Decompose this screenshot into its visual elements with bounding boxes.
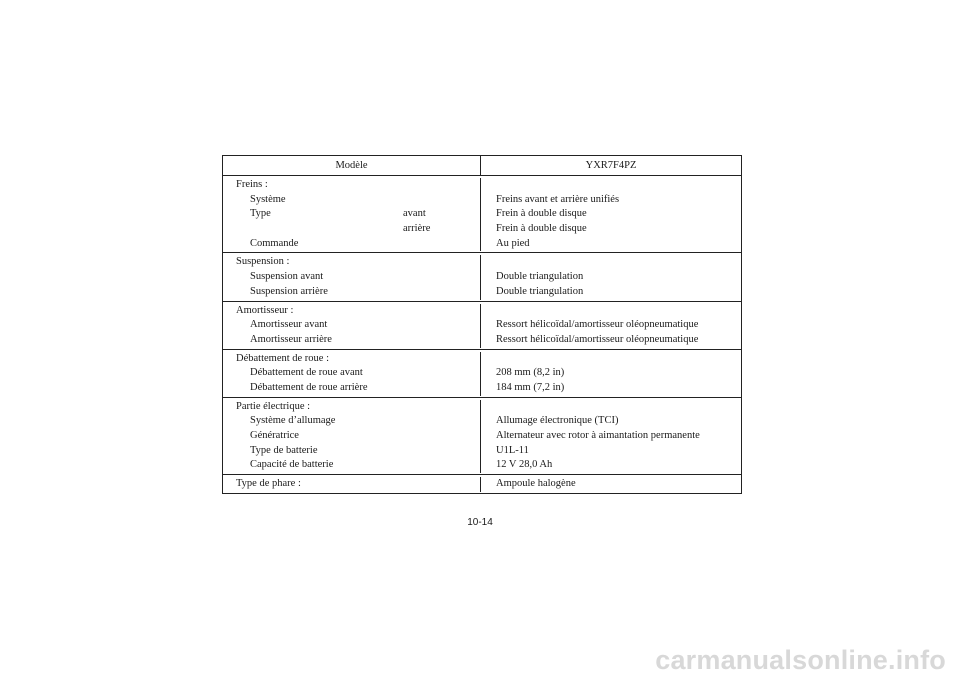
label-cell [223,381,481,396]
table-row [223,222,741,237]
label-cell [223,222,481,237]
section-title: Partie électrique : [236,400,311,412]
section-title-row [223,477,741,492]
row-value: Ressort hélicoïdal/amortisseur oléopneumatique [496,319,699,331]
label-cell [223,458,481,473]
section-title-value [481,178,741,193]
row-value: Au pied [496,237,530,249]
row-label: Amortisseur arrière [250,333,332,345]
label-cell [223,270,481,285]
label-cell [223,318,481,333]
table-section [223,350,741,398]
row-label: Système [250,193,286,205]
section-title-row [223,178,741,193]
table-row [223,444,741,459]
row-label: Débattement de roue avant [250,367,363,379]
section-title: Suspension : [236,256,290,268]
row-value: Freins avant et arrière unifiés [496,193,620,205]
label-cell [223,477,481,492]
row-label: Système d’allumage [250,415,336,427]
row-value: Ressort hélicoïdal/amortisseur oléopneumatique [496,333,699,345]
row-value: Double triangulation [496,285,584,297]
row-label: Suspension avant [250,271,324,283]
row-label: Type de batterie [250,444,318,456]
table-row [223,237,741,252]
row-sublabel: arrière [403,223,431,235]
section-title-value [481,352,741,367]
row-value: 12 V 28,0 Ah [496,459,553,471]
row-value: Alternateur avec rotor à aimantation permanente [496,430,700,441]
table-row [223,207,741,222]
table-section [223,253,741,301]
row-label: Suspension arrière [250,285,328,297]
table-row [223,333,741,348]
section-title-row [223,400,741,415]
row-sublabel: avant [403,208,426,220]
label-cell [223,429,481,444]
label-cell [223,444,481,459]
page-number: 10-14 [467,517,493,528]
table-row [223,366,741,381]
row-value: Double triangulation [496,271,584,283]
row-label: Commande [250,237,299,249]
label-cell [223,237,481,252]
table-section [223,302,741,350]
label-cell [223,366,481,381]
row-value: 184 mm (7,2 in) [496,381,565,393]
section-title-row [223,352,741,367]
label-cell [223,207,481,222]
section-title-value [481,255,741,270]
row-value: Frein à double disque [496,208,587,220]
table-header-row [223,156,741,176]
model-label: Modèle [223,156,481,175]
table-row [223,429,741,444]
spec-table [222,155,742,494]
section-title-row [223,304,741,319]
table-section [223,475,741,493]
section-title: Débattement de roue : [236,352,330,364]
row-value: Allumage électronique (TCI) [496,415,619,427]
label-cell [223,352,481,367]
row-label: Génératrice [250,430,299,441]
row-value: Frein à double disque [496,223,587,235]
section-title: Amortisseur : [236,304,294,316]
label-cell [223,304,481,319]
label-cell [223,400,481,415]
table-row [223,193,741,208]
label-cell [223,333,481,348]
section-title: Freins : [236,179,268,190]
section-title-row [223,255,741,270]
row-label: Amortisseur avant [250,319,328,331]
table-row [223,318,741,333]
table-row [223,414,741,429]
table-row [223,285,741,300]
label-cell [223,178,481,193]
label-cell [223,285,481,300]
model-value: YXR7F4PZ [585,160,637,171]
row-label: Type [250,208,271,220]
section-title-value [481,400,741,415]
table-row [223,270,741,285]
section-title-value: Ampoule halogène [496,478,576,490]
watermark: carmanualsonline.info [655,645,946,675]
label-cell [223,255,481,270]
section-title-value [481,304,741,319]
table-section [223,176,741,253]
label-cell [223,414,481,429]
row-label: Débattement de roue arrière [250,381,368,393]
row-value: 208 mm (8,2 in) [496,367,565,379]
table-row [223,458,741,473]
row-label: Capacité de batterie [250,459,334,471]
row-value: U1L-11 [496,444,529,456]
label-cell [223,193,481,208]
section-title: Type de phare : [236,478,301,490]
table-body [223,176,741,493]
table-section [223,398,741,475]
table-row [223,381,741,396]
